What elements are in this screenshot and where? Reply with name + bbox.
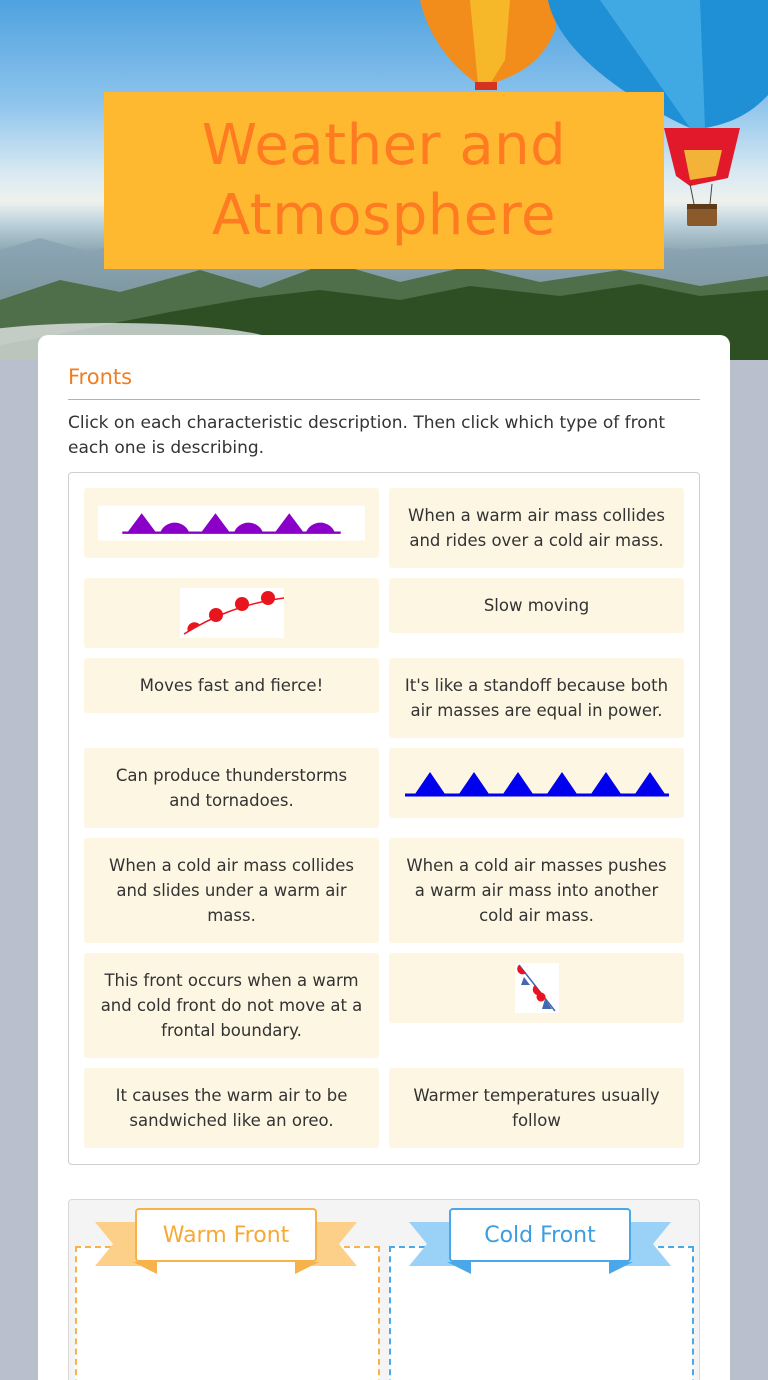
cold-front-label: Cold Front <box>449 1208 631 1262</box>
cold-front-icon <box>405 768 669 798</box>
match-tiles-area <box>68 472 700 1165</box>
tile-oreo[interactable]: It causes the warm air to be sandwiched like an oreo. <box>84 1068 379 1148</box>
page-title <box>202 111 566 251</box>
tile-warmer-temperatures[interactable]: Warmer temperatures usually follow <box>389 1068 684 1148</box>
section-title: Fronts <box>68 365 700 400</box>
cold-front-ribbon <box>409 1208 671 1274</box>
tile-stationary-description[interactable]: This front occurs when a warm and cold front do not move at a frontal boundary. <box>84 953 379 1058</box>
tile-warm-overrides-cold[interactable]: When a warm air mass collides and rides over a cold air mass. <box>389 488 684 568</box>
tile-occluded-front-symbol[interactable] <box>84 488 379 558</box>
tile-cold-pushes-warm[interactable]: When a cold air masses pushes a warm air mass into another cold air mass. <box>389 838 684 943</box>
occluded-front-icon <box>98 505 365 541</box>
title-banner <box>104 92 664 269</box>
warm-front-icon <box>180 588 284 638</box>
tile-cold-front-symbol[interactable] <box>389 748 684 818</box>
hero-banner <box>0 0 768 360</box>
title-line-2: Atmosphere <box>211 182 556 248</box>
orange-balloon <box>420 0 560 90</box>
tile-warm-front-symbol[interactable] <box>84 578 379 648</box>
tile-standoff[interactable]: It's like a standoff because both air masses are equal in power. <box>389 658 684 738</box>
tile-thunderstorms[interactable]: Can produce thunderstorms and tornadoes. <box>84 748 379 828</box>
warm-front-ribbon <box>95 1208 357 1274</box>
instructions-text: Click on each characteristic description. Then click which type of front each one is describing. <box>68 413 666 458</box>
tile-moves-fast[interactable]: Moves fast and fierce! <box>84 658 379 713</box>
tile-cold-slides-under[interactable]: When a cold air mass collides and slides under a warm air mass. <box>84 838 379 943</box>
warm-front-label: Warm Front <box>135 1208 317 1262</box>
tile-slow-moving[interactable]: Slow moving <box>389 578 684 633</box>
drop-buckets-area <box>68 1199 700 1380</box>
stationary-front-icon <box>515 963 559 1013</box>
worksheet-card <box>38 335 730 1380</box>
title-line-1: Weather and <box>201 112 567 178</box>
tile-stationary-front-symbol[interactable] <box>389 953 684 1023</box>
